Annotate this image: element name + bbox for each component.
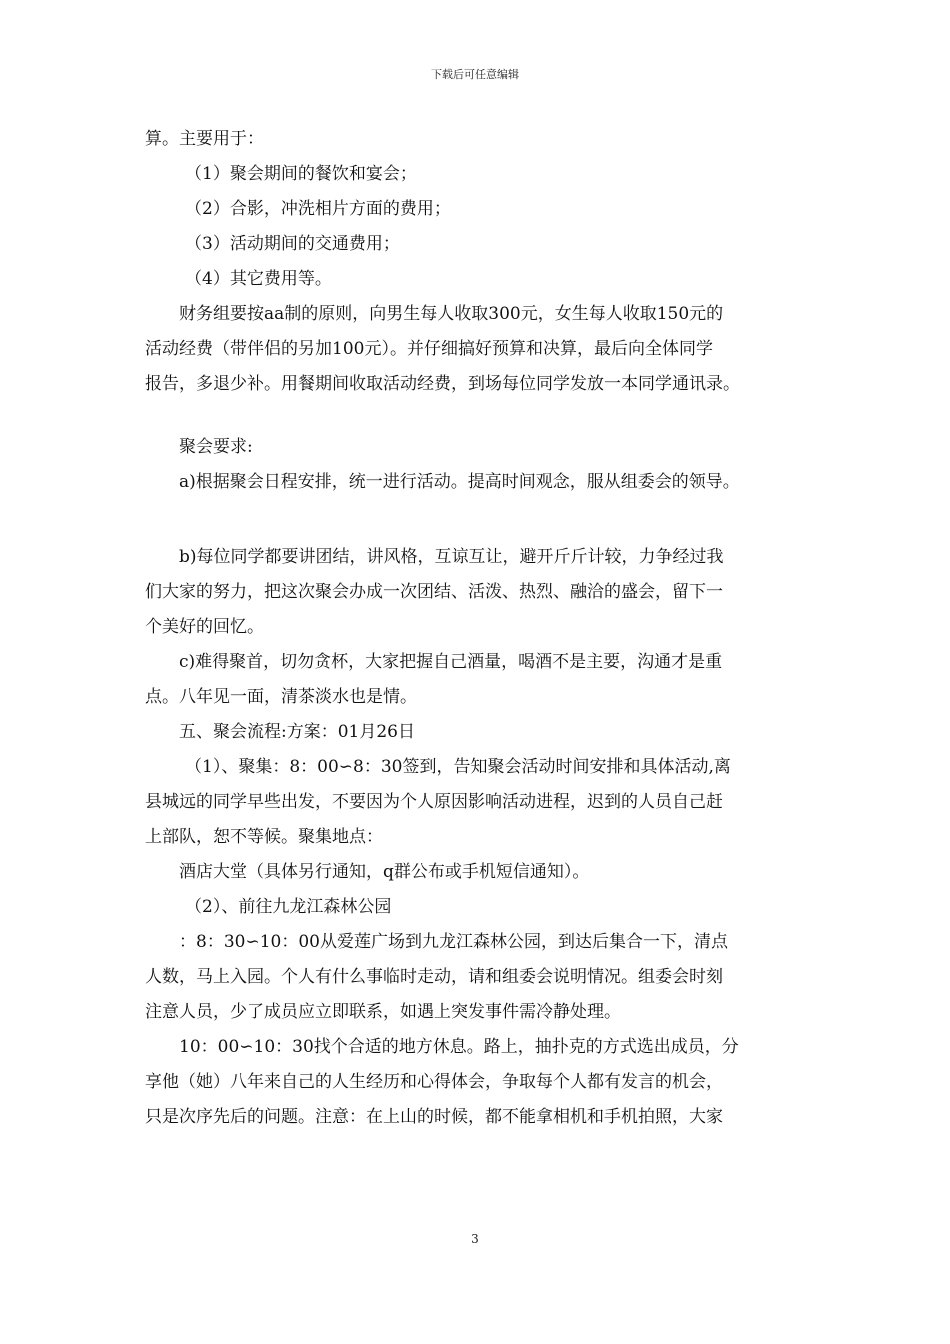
document-body bbox=[145, 122, 820, 1135]
section-heading: 聚会要求: bbox=[179, 437, 253, 457]
paragraph-line: 上部队，恕不等候。聚集地点： bbox=[145, 827, 383, 847]
paragraph-line: ：8：30∽10：00从爱莲广场到九龙江森林公园，到达后集合一下，清点 bbox=[179, 932, 728, 952]
list-item: （2）合影，冲洗相片方面的费用； bbox=[185, 199, 451, 219]
paragraph-line: 人数，马上入园。个人有什么事临时走动，请和组委会说明情况。组委会时刻 bbox=[145, 967, 723, 987]
paragraph-line: 们大家的努力，把这次聚会办成一次团结、活泼、热烈、融洽的盛会，留下一 bbox=[145, 582, 723, 602]
paragraph-line: 个美好的回忆。 bbox=[145, 617, 264, 637]
paragraph-line: （2）、前往九龙江森林公园 bbox=[185, 897, 392, 917]
paragraph-line: 点。八年见一面，清茶淡水也是情。 bbox=[145, 687, 417, 707]
paragraph-line: 10：00∽10：30找个合适的地方休息。路上，抽扑克的方式选出成员，分 bbox=[179, 1037, 739, 1057]
list-item: （3）活动期间的交通费用； bbox=[185, 234, 400, 254]
section-heading: 五、聚会流程:方案：01月26日 bbox=[179, 722, 415, 742]
paragraph-line: 县城远的同学早些出发，不要因为个人原因影响活动进程，迟到的人员自己赶 bbox=[145, 792, 723, 812]
paragraph-line: （1）、聚集：8：00∽8：30签到，告知聚会活动时间安排和具体活动,离 bbox=[185, 757, 731, 777]
paragraph-line: 酒店大堂（具体另行通知，q群公布或手机短信通知）。 bbox=[179, 862, 590, 882]
paragraph-line: 享他（她）八年来自己的人生经历和心得体会，争取每个人都有发言的机会， bbox=[145, 1072, 723, 1092]
page-number: 3 bbox=[471, 1232, 479, 1246]
paragraph-line: 财务组要按aa制的原则，向男生每人收取300元，女生每人收取150元的 bbox=[179, 304, 724, 324]
paragraph-line: b)每位同学都要讲团结，讲风格，互谅互让，避开斤斤计较，力争经过我 bbox=[179, 547, 724, 567]
paragraph-line: 算。主要用于： bbox=[145, 129, 264, 149]
page-header: 下载后可任意编辑 bbox=[431, 68, 519, 81]
paragraph-line: 注意人员，少了成员应立即联系，如遇上突发事件需冷静处理。 bbox=[145, 1002, 621, 1022]
list-item: （4）其它费用等。 bbox=[185, 269, 332, 289]
paragraph-line: 报告，多退少补。用餐期间收取活动经费，到场每位同学发放一本同学通讯录。 bbox=[145, 374, 740, 394]
paragraph-line: 活动经费（带伴侣的另加100元）。并仔细搞好预算和决算，最后向全体同学 bbox=[145, 339, 713, 359]
paragraph-line: a)根据聚会日程安排，统一进行活动。提高时间观念，服从组委会的领导。 bbox=[179, 472, 740, 492]
list-item: （1）聚会期间的餐饮和宴会； bbox=[185, 164, 417, 184]
paragraph-line: c)难得聚首，切勿贪杯，大家把握自己酒量，喝酒不是主要，沟通才是重 bbox=[179, 652, 723, 672]
paragraph-line: 只是次序先后的问题。注意：在上山的时候，都不能拿相机和手机拍照，大家 bbox=[145, 1107, 723, 1127]
